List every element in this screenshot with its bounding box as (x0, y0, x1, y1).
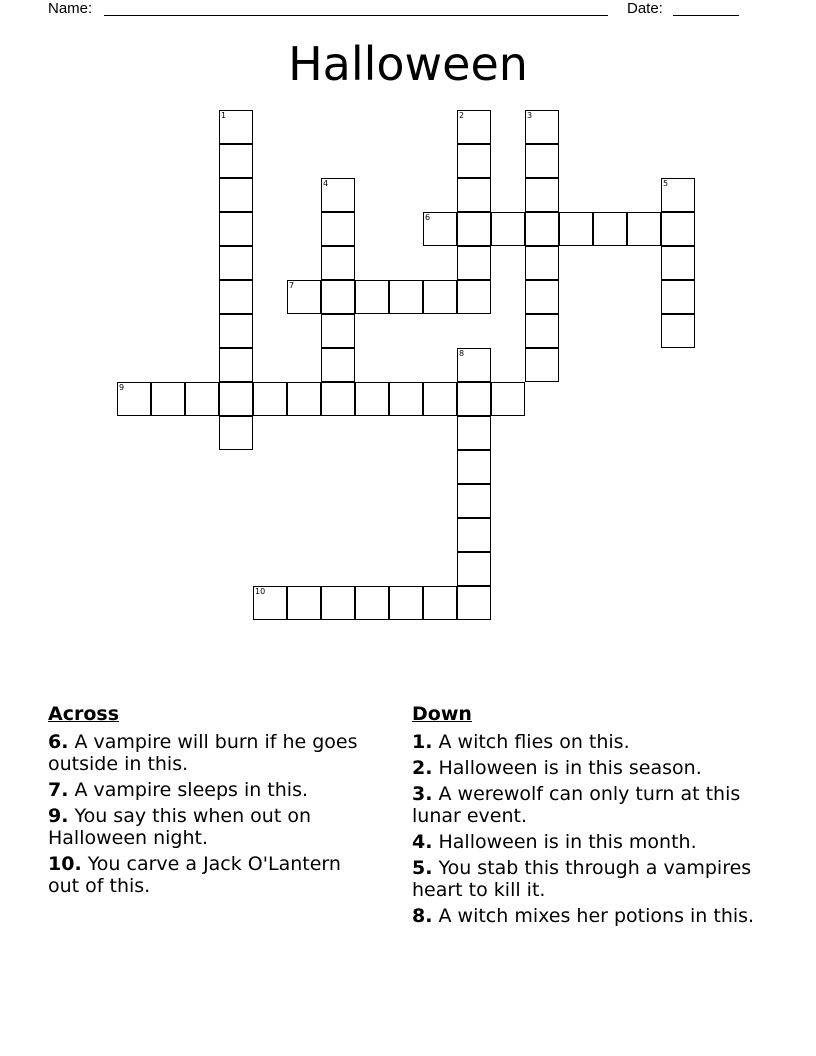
grid-cell[interactable] (219, 212, 253, 246)
grid-cell[interactable] (491, 382, 525, 416)
cell-number: 8 (459, 349, 465, 358)
clue-item (48, 805, 378, 849)
grid-cell[interactable] (355, 280, 389, 314)
clue-text: A vampire sleeps in this. (74, 779, 309, 801)
grid-cell[interactable] (355, 382, 389, 416)
grid-cell[interactable] (253, 382, 287, 416)
clue-item (412, 831, 757, 853)
grid-cell[interactable] (525, 110, 559, 144)
grid-cell[interactable] (287, 382, 321, 416)
grid-cell[interactable] (389, 280, 423, 314)
grid-cell[interactable] (321, 348, 355, 382)
grid-cell[interactable] (355, 586, 389, 620)
grid-cell[interactable] (457, 450, 491, 484)
grid-cell[interactable] (389, 586, 423, 620)
cell-number: 10 (255, 587, 266, 596)
grid-cell[interactable] (525, 212, 559, 246)
grid-cell[interactable] (627, 212, 661, 246)
grid-cell[interactable] (661, 246, 695, 280)
grid-cell[interactable] (423, 586, 457, 620)
grid-cell[interactable] (457, 280, 491, 314)
grid-cell[interactable] (321, 314, 355, 348)
cell-number: 1 (221, 111, 227, 120)
grid-cell[interactable] (219, 178, 253, 212)
grid-cell[interactable] (457, 518, 491, 552)
clue-item (48, 779, 378, 801)
grid-cell[interactable] (219, 348, 253, 382)
cell-number: 3 (527, 111, 533, 120)
grid-cell[interactable] (423, 382, 457, 416)
clue-text: Halloween is in this season. (438, 757, 702, 779)
clue-text: A witch flies on this. (438, 731, 630, 753)
grid-cell[interactable] (321, 382, 355, 416)
grid-cell[interactable] (491, 212, 525, 246)
grid-cell[interactable] (559, 212, 593, 246)
grid-cell[interactable] (457, 110, 491, 144)
grid-cell[interactable] (661, 314, 695, 348)
grid-cell[interactable] (457, 416, 491, 450)
grid-cell[interactable] (287, 280, 321, 314)
grid-cell[interactable] (457, 178, 491, 212)
grid-cell[interactable] (423, 212, 457, 246)
grid-cell[interactable] (321, 212, 355, 246)
grid-cell[interactable] (321, 586, 355, 620)
cell-number: 7 (289, 281, 295, 290)
grid-cell[interactable] (525, 246, 559, 280)
clue-number: 1. (412, 731, 433, 753)
grid-cell[interactable] (661, 212, 695, 246)
clue-item (412, 757, 757, 779)
grid-cell[interactable] (117, 382, 151, 416)
grid-cell[interactable] (525, 314, 559, 348)
grid-cell[interactable] (423, 280, 457, 314)
cell-number: 4 (323, 179, 329, 188)
grid-cell[interactable] (253, 586, 287, 620)
grid-cell[interactable] (219, 416, 253, 450)
grid-cell[interactable] (457, 246, 491, 280)
page-title: Halloween (288, 37, 528, 91)
down-clues (412, 703, 757, 931)
clue-number: 4. (412, 831, 433, 853)
grid-cell[interactable] (389, 382, 423, 416)
down-heading: Down (412, 703, 472, 725)
grid-cell[interactable] (457, 484, 491, 518)
clue-text: You stab this through a vampires heart to kill it. (412, 857, 752, 901)
grid-cell[interactable] (151, 382, 185, 416)
clue-number: 7. (48, 779, 69, 801)
grid-cell[interactable] (457, 212, 491, 246)
grid-cell[interactable] (321, 178, 355, 212)
grid-cell[interactable] (593, 212, 627, 246)
grid-cell[interactable] (525, 178, 559, 212)
clue-text: Halloween is in this month. (438, 831, 697, 853)
grid-cell[interactable] (219, 144, 253, 178)
cell-number: 6 (425, 213, 431, 222)
grid-cell[interactable] (525, 280, 559, 314)
cell-number: 9 (119, 383, 125, 392)
grid-cell[interactable] (457, 586, 491, 620)
grid-cell[interactable] (525, 348, 559, 382)
grid-cell[interactable] (219, 110, 253, 144)
grid-cell[interactable] (457, 348, 491, 382)
clue-item (412, 905, 757, 927)
grid-cell[interactable] (457, 382, 491, 416)
clue-number: 2. (412, 757, 433, 779)
grid-cell[interactable] (661, 178, 695, 212)
clue-text: A witch mixes her potions in this. (438, 905, 755, 927)
clue-text: You carve a Jack O'Lantern out of this. (48, 853, 341, 897)
clue-text: A werewolf can only turn at this lunar event. (412, 783, 741, 827)
grid-cell[interactable] (219, 314, 253, 348)
clue-item (48, 731, 378, 775)
clue-number: 5. (412, 857, 433, 879)
grid-cell[interactable] (321, 280, 355, 314)
grid-cell[interactable] (661, 280, 695, 314)
cell-number: 5 (663, 179, 669, 188)
clue-number: 3. (412, 783, 433, 805)
grid-cell[interactable] (219, 382, 253, 416)
clue-text: A vampire will burn if he goes outside in this. (48, 731, 358, 775)
across-heading: Across (48, 703, 120, 725)
grid-cell[interactable] (287, 586, 321, 620)
clue-item (412, 857, 757, 901)
grid-cell[interactable] (185, 382, 219, 416)
grid-cell[interactable] (321, 246, 355, 280)
clue-item (48, 853, 378, 897)
clue-number: 8. (412, 905, 433, 927)
clue-item (412, 783, 757, 827)
grid-cell[interactable] (457, 144, 491, 178)
across-clues (48, 703, 378, 901)
clue-number: 9. (48, 805, 69, 827)
grid-cell[interactable] (457, 552, 491, 586)
date-label: Date: (627, 0, 663, 17)
grid-cell[interactable] (219, 246, 253, 280)
clue-number: 6. (48, 731, 69, 753)
clue-number: 10. (48, 853, 82, 875)
grid-cell[interactable] (219, 280, 253, 314)
grid-cell[interactable] (525, 144, 559, 178)
clue-text: You say this when out on Halloween night. (48, 805, 311, 849)
clue-item (412, 731, 757, 753)
name-label: Name: (48, 0, 93, 17)
cell-number: 2 (459, 111, 465, 120)
